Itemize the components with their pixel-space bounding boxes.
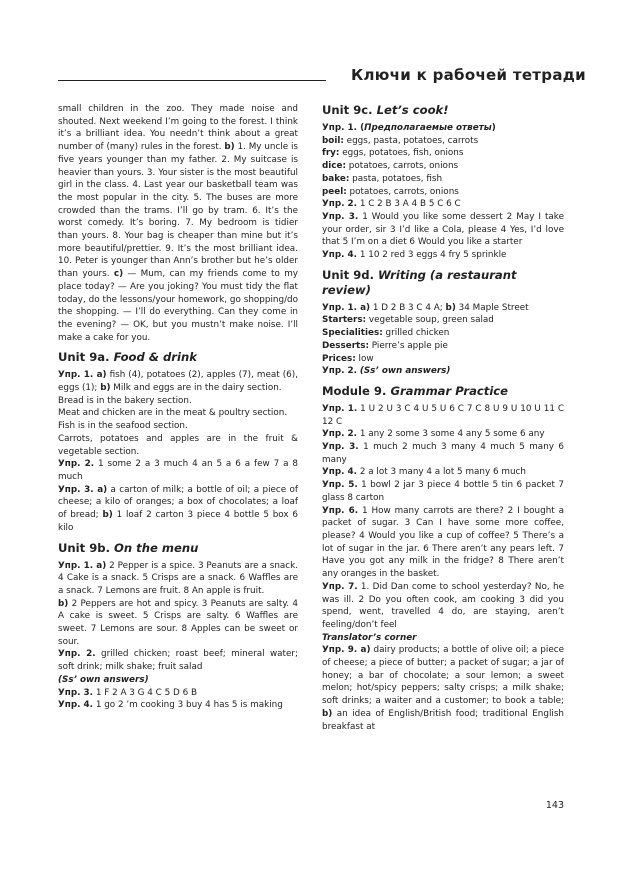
exercise-label: Упр. 2. xyxy=(58,459,95,470)
answer-text: 1 F 2 A 3 G 4 C 5 D 6 B xyxy=(93,687,198,698)
label: peel: xyxy=(322,186,347,197)
line xyxy=(322,314,564,327)
exercise xyxy=(322,249,564,262)
page-header-title: Ключи к рабочей тетради xyxy=(350,66,586,84)
exercise xyxy=(322,466,564,479)
answer-text: potatoes, carrots, onions xyxy=(346,161,459,172)
unit-heading xyxy=(58,541,298,556)
unit-heading xyxy=(322,103,564,118)
exercise xyxy=(58,598,298,649)
unit-number: Unit 9d. xyxy=(322,267,379,282)
exercise xyxy=(58,648,298,673)
line: Meat and chicken are in the meat & poultry section. xyxy=(58,408,288,419)
exercise-label: Упр. 5. xyxy=(322,480,358,491)
line xyxy=(322,353,564,366)
answer-text: 1. Did Dan come to school yesterday? No, he was ill. 2 Do you often cook, am cooking 3 did you spend, went, travelled 4 do, are staying, aren’t feeling/don’t feel xyxy=(322,581,564,630)
unit-number: Module 9. xyxy=(322,383,391,398)
header-rule xyxy=(58,80,326,81)
exercise xyxy=(322,403,564,428)
answer-text: vegetable soup, green salad xyxy=(366,315,494,326)
left-column xyxy=(58,103,298,712)
label: b) xyxy=(102,510,113,521)
answer-text: eggs, pasta, potatoes, carrots xyxy=(343,135,479,146)
label: b) xyxy=(58,598,69,609)
exercise-label: Упр. 9. a) xyxy=(322,645,371,656)
line: Carrots, potatoes and apples are in the fruit & vegetable section. xyxy=(58,433,298,457)
answer-text: dairy products; a bottle of olive oil; a piece of cheese; a piece of butter; a packet of sugar; a jar of honey; a bar of chocolate; a sour lemon; a sweet melon; hot/spicy peppers; salty crisps; a milk shake; soft drinks; a waiter and a customer; to book a table; xyxy=(322,645,564,707)
exercise-label: Упр. 3. xyxy=(322,442,359,453)
answer-text: 2 Pepper is a spice. 3 Peanuts are a snack. 4 Cake is a snack. 5 Crisps are a snack. 6 Waffles are a snack. 7 Lemons are fruit. 8 An apple is fruit. xyxy=(58,560,299,596)
exercise-label: Упр. 2. xyxy=(322,366,358,377)
answer-text: an idea of English/British food; traditional English breakfast at xyxy=(322,708,564,732)
line xyxy=(322,340,564,353)
line xyxy=(322,186,564,199)
line: Bread is in the bakery section. xyxy=(58,395,192,406)
answer-text: 1. My uncle is five years younger than my father. 2. My suitcase is heavier than yours. 3. Your sister is the most beautiful girl in the class. 4. Last year our basketball team was the most popular in the city. 5. The buses are more crowded than the trams. I’ll go by tram. 6. It’s the worst comedy. It’s boring. 7. My bedroom is tidier than yours. 8. Your bag is cheaper than mine but it’s more beautiful/prettier. 9. It’s the most brilliant idea. 10. Peter is younger than Ann’s brother but he’s older than yours. xyxy=(58,142,299,280)
answer-text: a carton of milk; a bottle of oil; a piece of cheese; a kilo of oranges; a box of chocolates; a loaf of bread; xyxy=(58,484,299,521)
exercise xyxy=(322,302,564,315)
line: Fish is in the seafood section. xyxy=(58,421,188,432)
answer-text: 1 Would you like some dessert 2 May I take your order, sir 3 I’d like a Cola, please 4 Yes, I’d love that 5 I’m on a diet 6 Would you like a starter xyxy=(322,211,564,248)
answer-text: 1 any 2 some 3 some 4 any 5 some 6 any xyxy=(357,429,545,440)
exercise xyxy=(322,428,564,441)
unit-title: Grammar Practice xyxy=(390,383,509,398)
exercise-label: Упр. 4. xyxy=(322,250,358,261)
exercise-label: Упр. 3. xyxy=(322,211,359,222)
exercise xyxy=(322,505,564,581)
line xyxy=(322,173,564,186)
line xyxy=(322,327,564,340)
unit-title: Writing (a restaurant review) xyxy=(322,267,517,297)
exercise xyxy=(58,458,298,483)
exercise xyxy=(322,211,564,249)
label: b) xyxy=(100,383,111,394)
answer-text: low xyxy=(355,353,374,364)
exercise xyxy=(58,369,298,394)
line xyxy=(322,135,564,148)
section-subheading: Translator’s corner xyxy=(322,632,417,643)
label: Specialities: xyxy=(322,328,383,339)
exercise xyxy=(322,581,564,632)
answer-text: fish (4), potatoes (2), apples (7), meat (6), eggs (1); xyxy=(58,370,298,394)
exercise-label: Упр. 2. xyxy=(322,429,358,440)
answer-text: 1 loaf 2 carton 3 piece 4 bottle 5 box 6 kilo xyxy=(58,510,299,533)
unit-number: Unit 9b. xyxy=(58,540,115,555)
answer-text: — Mum, can my friends come to my place today? — Are you joking? You must tidy the flat today, do the lessons/your homework, go shopping/do the shopping. — I’ll do everything. Can they come in the evening? — OK, but you mustn’t make noise. I’ll make a cake for you. xyxy=(58,269,298,343)
exercise xyxy=(322,479,564,504)
answer-text: eggs, potatoes, fish, onions xyxy=(339,148,464,159)
answer-text: 1 bowl 2 jar 3 piece 4 bottle 5 tin 6 packet 7 glass 8 carton xyxy=(322,480,564,503)
exercise xyxy=(322,441,564,466)
exercise-label: Упр. 2. xyxy=(58,649,96,660)
unit-title: Food & drink xyxy=(113,350,197,365)
page-number: 143 xyxy=(545,800,564,811)
unit-title: On the menu xyxy=(114,540,199,555)
label: b) xyxy=(322,708,333,719)
exercise-label: Упр. 1. a) xyxy=(58,560,107,571)
answer-text: 1 go 2 ’m cooking 3 buy 4 has 5 is making xyxy=(93,700,283,711)
paragraph xyxy=(58,103,298,344)
exercise-label: Упр. 6. xyxy=(322,505,359,516)
label: ) xyxy=(491,123,496,133)
unit-heading xyxy=(58,350,298,365)
label: Prices: xyxy=(322,353,356,364)
exercise xyxy=(58,484,298,535)
answer-text: pasta, potatoes, fish xyxy=(349,173,443,184)
line xyxy=(322,147,564,160)
label: c) xyxy=(113,269,124,280)
exercise-label: Упр. 2. xyxy=(322,199,358,210)
exercise-label: Упр. 3. a) xyxy=(58,484,108,495)
exercise xyxy=(58,560,298,598)
answer-text: 1 C 2 B 3 A 4 B 5 C 6 C xyxy=(357,199,461,210)
exercise-label: Упр. 1. a) xyxy=(58,370,107,381)
exercise-label: Упр. 4. xyxy=(58,700,94,711)
answer-text: 2 Peppers are hot and spicy. 3 Peanuts are salty. 4 A cake is sweet. 5 Crisps are salty. 6 Waffles are sweet. 7 Lemons are sour. 8 Apples can be sweet or sour. xyxy=(58,598,298,647)
answer-text: potatoes, carrots, onions xyxy=(346,186,459,197)
note: (Ss’ own answers) xyxy=(359,366,451,377)
line xyxy=(322,160,564,173)
label: Desserts: xyxy=(322,340,370,351)
answer-text: 1 D 2 B 3 C 4 A; xyxy=(370,302,443,313)
unit-heading xyxy=(322,384,564,399)
label: bake: xyxy=(322,173,350,184)
unit-number: Unit 9c. xyxy=(322,103,377,117)
exercise-label: Упр. 1. ( xyxy=(322,123,365,133)
label: b) xyxy=(224,142,235,153)
answer-text: grilled chicken xyxy=(382,328,450,339)
exercise-label: Упр. 1. xyxy=(322,403,358,414)
answer-text: 34 Maple Street xyxy=(455,302,529,313)
right-column xyxy=(322,103,564,733)
answer-text: 1 much 2 much 3 many 4 much 5 many 6 many xyxy=(322,442,564,465)
label: dice: xyxy=(322,161,347,172)
exercise xyxy=(322,122,564,135)
exercise-label: Упр. 4. xyxy=(322,467,358,478)
unit-heading xyxy=(322,268,564,298)
exercise-label: Упр. 3. xyxy=(58,687,94,698)
label: b) xyxy=(445,302,456,313)
exercise-label: Упр. 1. a) xyxy=(322,302,371,313)
exercise-label: Упр. 7. xyxy=(322,581,358,592)
exercise xyxy=(58,687,298,700)
label: boil: xyxy=(322,135,344,146)
answer-text: 1 some 2 a 3 much 4 an 5 a 6 a few 7 a 8 much xyxy=(58,459,298,482)
answer-text: 1 10 2 red 3 eggs 4 fry 5 sprinkle xyxy=(357,250,507,261)
exercise xyxy=(58,699,298,712)
label: fry: xyxy=(322,148,340,159)
answer-text: 1 U 2 U 3 C 4 U 5 U 6 C 7 C 8 U 9 U 10 U 11 C 12 C xyxy=(322,403,565,427)
exercise xyxy=(322,365,564,378)
answer-text: grilled chicken; roast beef; mineral water; soft drink; milk shake; fruit salad xyxy=(58,649,298,673)
answer-text: Milk and eggs are in the dairy section. xyxy=(110,383,282,394)
label: Starters: xyxy=(322,315,367,326)
answer-text: Pierre’s apple pie xyxy=(369,340,448,351)
note: (Ss’ own answers) xyxy=(58,674,149,685)
exercise xyxy=(322,198,564,211)
unit-title: Let’s cook! xyxy=(376,103,449,117)
note: Предполагаемые ответы xyxy=(364,123,492,133)
answer-text: 1 How many carrots are there? 2 I bought a packet of sugar. 3 Can I have some more coffee, please? 4 Would you like a cup of coffee? 5 There’s a lot of sugar in the jar. 6 There aren’t any pears left. 7 Have you got any milk in the fridge? 8 There aren’t any oranges in the basket. xyxy=(322,505,564,580)
answer-text: 2 a lot 3 many 4 a lot 5 many 6 much xyxy=(357,467,526,478)
unit-number: Unit 9a. xyxy=(58,350,114,365)
exercise xyxy=(322,644,564,733)
intro-text: small children in the zoo. They made noise and shouted. Next weekend I’m going to the forest. I think it’s a brilliant idea. You needn’t think about a great number of (many) rules in the forest. xyxy=(58,104,298,153)
